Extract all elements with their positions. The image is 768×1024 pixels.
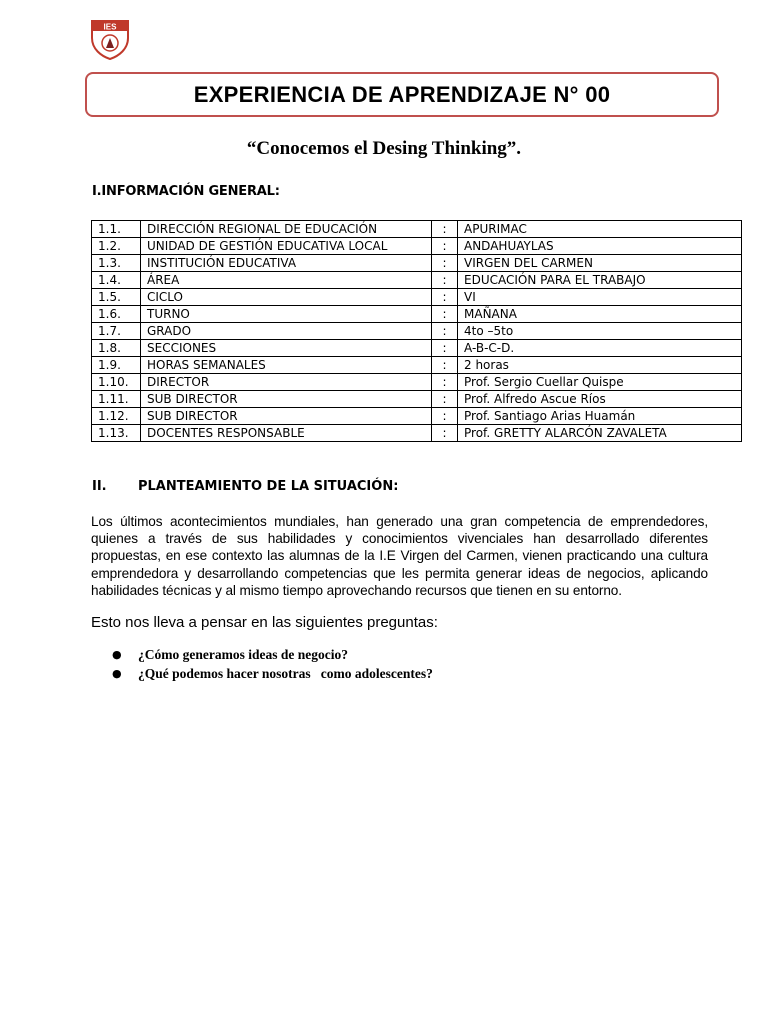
bullet-icon: ● [112, 648, 122, 661]
table-row [92, 374, 742, 391]
row-separator: : [432, 357, 458, 374]
row-number: 1.6. [92, 306, 141, 323]
row-number: 1.7. [92, 323, 141, 340]
row-label: UNIDAD DE GESTIÓN EDUCATIVA LOCAL [141, 238, 432, 255]
row-separator: : [432, 340, 458, 357]
row-number: 1.10. [92, 374, 141, 391]
row-separator: : [432, 391, 458, 408]
bullet-icon: ● [112, 667, 122, 680]
questions-list [0, 645, 433, 683]
row-value: 4to –5to [458, 323, 742, 340]
question-text: ¿Cómo generamos ideas de negocio? [138, 647, 348, 662]
table-row [92, 425, 742, 442]
table-row [92, 357, 742, 374]
section-heading-general-info: I.INFORMACIÓN GENERAL: [92, 184, 280, 199]
row-label: TURNO [141, 306, 432, 323]
row-value: EDUCACIÓN PARA EL TRABAJO [458, 272, 742, 289]
row-label: HORAS SEMANALES [141, 357, 432, 374]
row-label: SUB DIRECTOR [141, 391, 432, 408]
row-value: APURIMAC [458, 221, 742, 238]
table-row [92, 340, 742, 357]
school-logo [89, 18, 131, 60]
row-separator: : [432, 408, 458, 425]
row-value: Prof. Sergio Cuellar Quispe [458, 374, 742, 391]
questions-lead: Esto nos lleva a pensar en las siguientes preguntas: [91, 614, 438, 631]
row-label: SECCIONES [141, 340, 432, 357]
row-separator: : [432, 374, 458, 391]
row-number: 1.3. [92, 255, 141, 272]
table-row [92, 408, 742, 425]
situation-paragraph: Los últimos acontecimientos mundiales, han generado una gran competencia de emprendedores, quienes a través de sus habilidades y conocimientos vivenciales han desarrollado diferentes propuestas, en ese contexto las alumnas de la I.E Virgen del Carmen, vienen practicando una cultura emprendedora y desarrollando competencias que les permita generar ideas de negocios, aplicando habilidades técnicas y al mismo tiempo aprovechando recursos que tienen en su entorno. [91, 514, 708, 598]
row-label: DIRECCIÓN REGIONAL DE EDUCACIÓN [141, 221, 432, 238]
section-heading-situation [92, 479, 398, 494]
section-number: II. [92, 479, 107, 494]
row-number: 1.12. [92, 408, 141, 425]
row-label: ÁREA [141, 272, 432, 289]
list-item [0, 664, 433, 683]
logo-text: IES [103, 22, 117, 32]
row-separator: : [432, 306, 458, 323]
row-label: SUB DIRECTOR [141, 408, 432, 425]
table-row [92, 391, 742, 408]
table-row [92, 323, 742, 340]
table-row [92, 238, 742, 255]
table-row [92, 272, 742, 289]
title-box [85, 72, 719, 117]
row-number: 1.9. [92, 357, 141, 374]
row-value: VIRGEN DEL CARMEN [458, 255, 742, 272]
row-separator: : [432, 238, 458, 255]
row-label: GRADO [141, 323, 432, 340]
table-row [92, 289, 742, 306]
table-row [92, 221, 742, 238]
row-value: ANDAHUAYLAS [458, 238, 742, 255]
row-number: 1.11. [92, 391, 141, 408]
document-subtitle: “Conocemos el Desing Thinking”. [246, 138, 522, 159]
table-row [92, 255, 742, 272]
section-title: PLANTEAMIENTO DE LA SITUACIÓN: [138, 479, 399, 494]
row-number: 1.5. [92, 289, 141, 306]
row-number: 1.4. [92, 272, 141, 289]
shield-icon [89, 18, 131, 60]
row-separator: : [432, 425, 458, 442]
row-value: Prof. Santiago Arias Huamán [458, 408, 742, 425]
row-label: CICLO [141, 289, 432, 306]
row-separator: : [432, 255, 458, 272]
row-label: INSTITUCIÓN EDUCATIVA [141, 255, 432, 272]
document-title: EXPERIENCIA DE APRENDIZAJE N° 00 [193, 81, 611, 107]
general-info-table [91, 220, 742, 442]
row-separator: : [432, 289, 458, 306]
row-number: 1.2. [92, 238, 141, 255]
table-row [92, 306, 742, 323]
row-value: VI [458, 289, 742, 306]
row-label: DIRECTOR [141, 374, 432, 391]
row-label: DOCENTES RESPONSABLE [141, 425, 432, 442]
row-number: 1.13. [92, 425, 141, 442]
row-value: Prof. Alfredo Ascue Ríos [458, 391, 742, 408]
row-number: 1.8. [92, 340, 141, 357]
row-value: MAÑANA [458, 306, 742, 323]
row-value: 2 horas [458, 357, 742, 374]
row-separator: : [432, 221, 458, 238]
row-value: A-B-C-D. [458, 340, 742, 357]
list-item [0, 645, 433, 664]
row-value: Prof. GRETTY ALARCÓN ZAVALETA [458, 425, 742, 442]
row-separator: : [432, 323, 458, 340]
row-separator: : [432, 272, 458, 289]
question-text: ¿Qué podemos hacer nosotras como adolescentes? [138, 666, 433, 681]
row-number: 1.1. [92, 221, 141, 238]
